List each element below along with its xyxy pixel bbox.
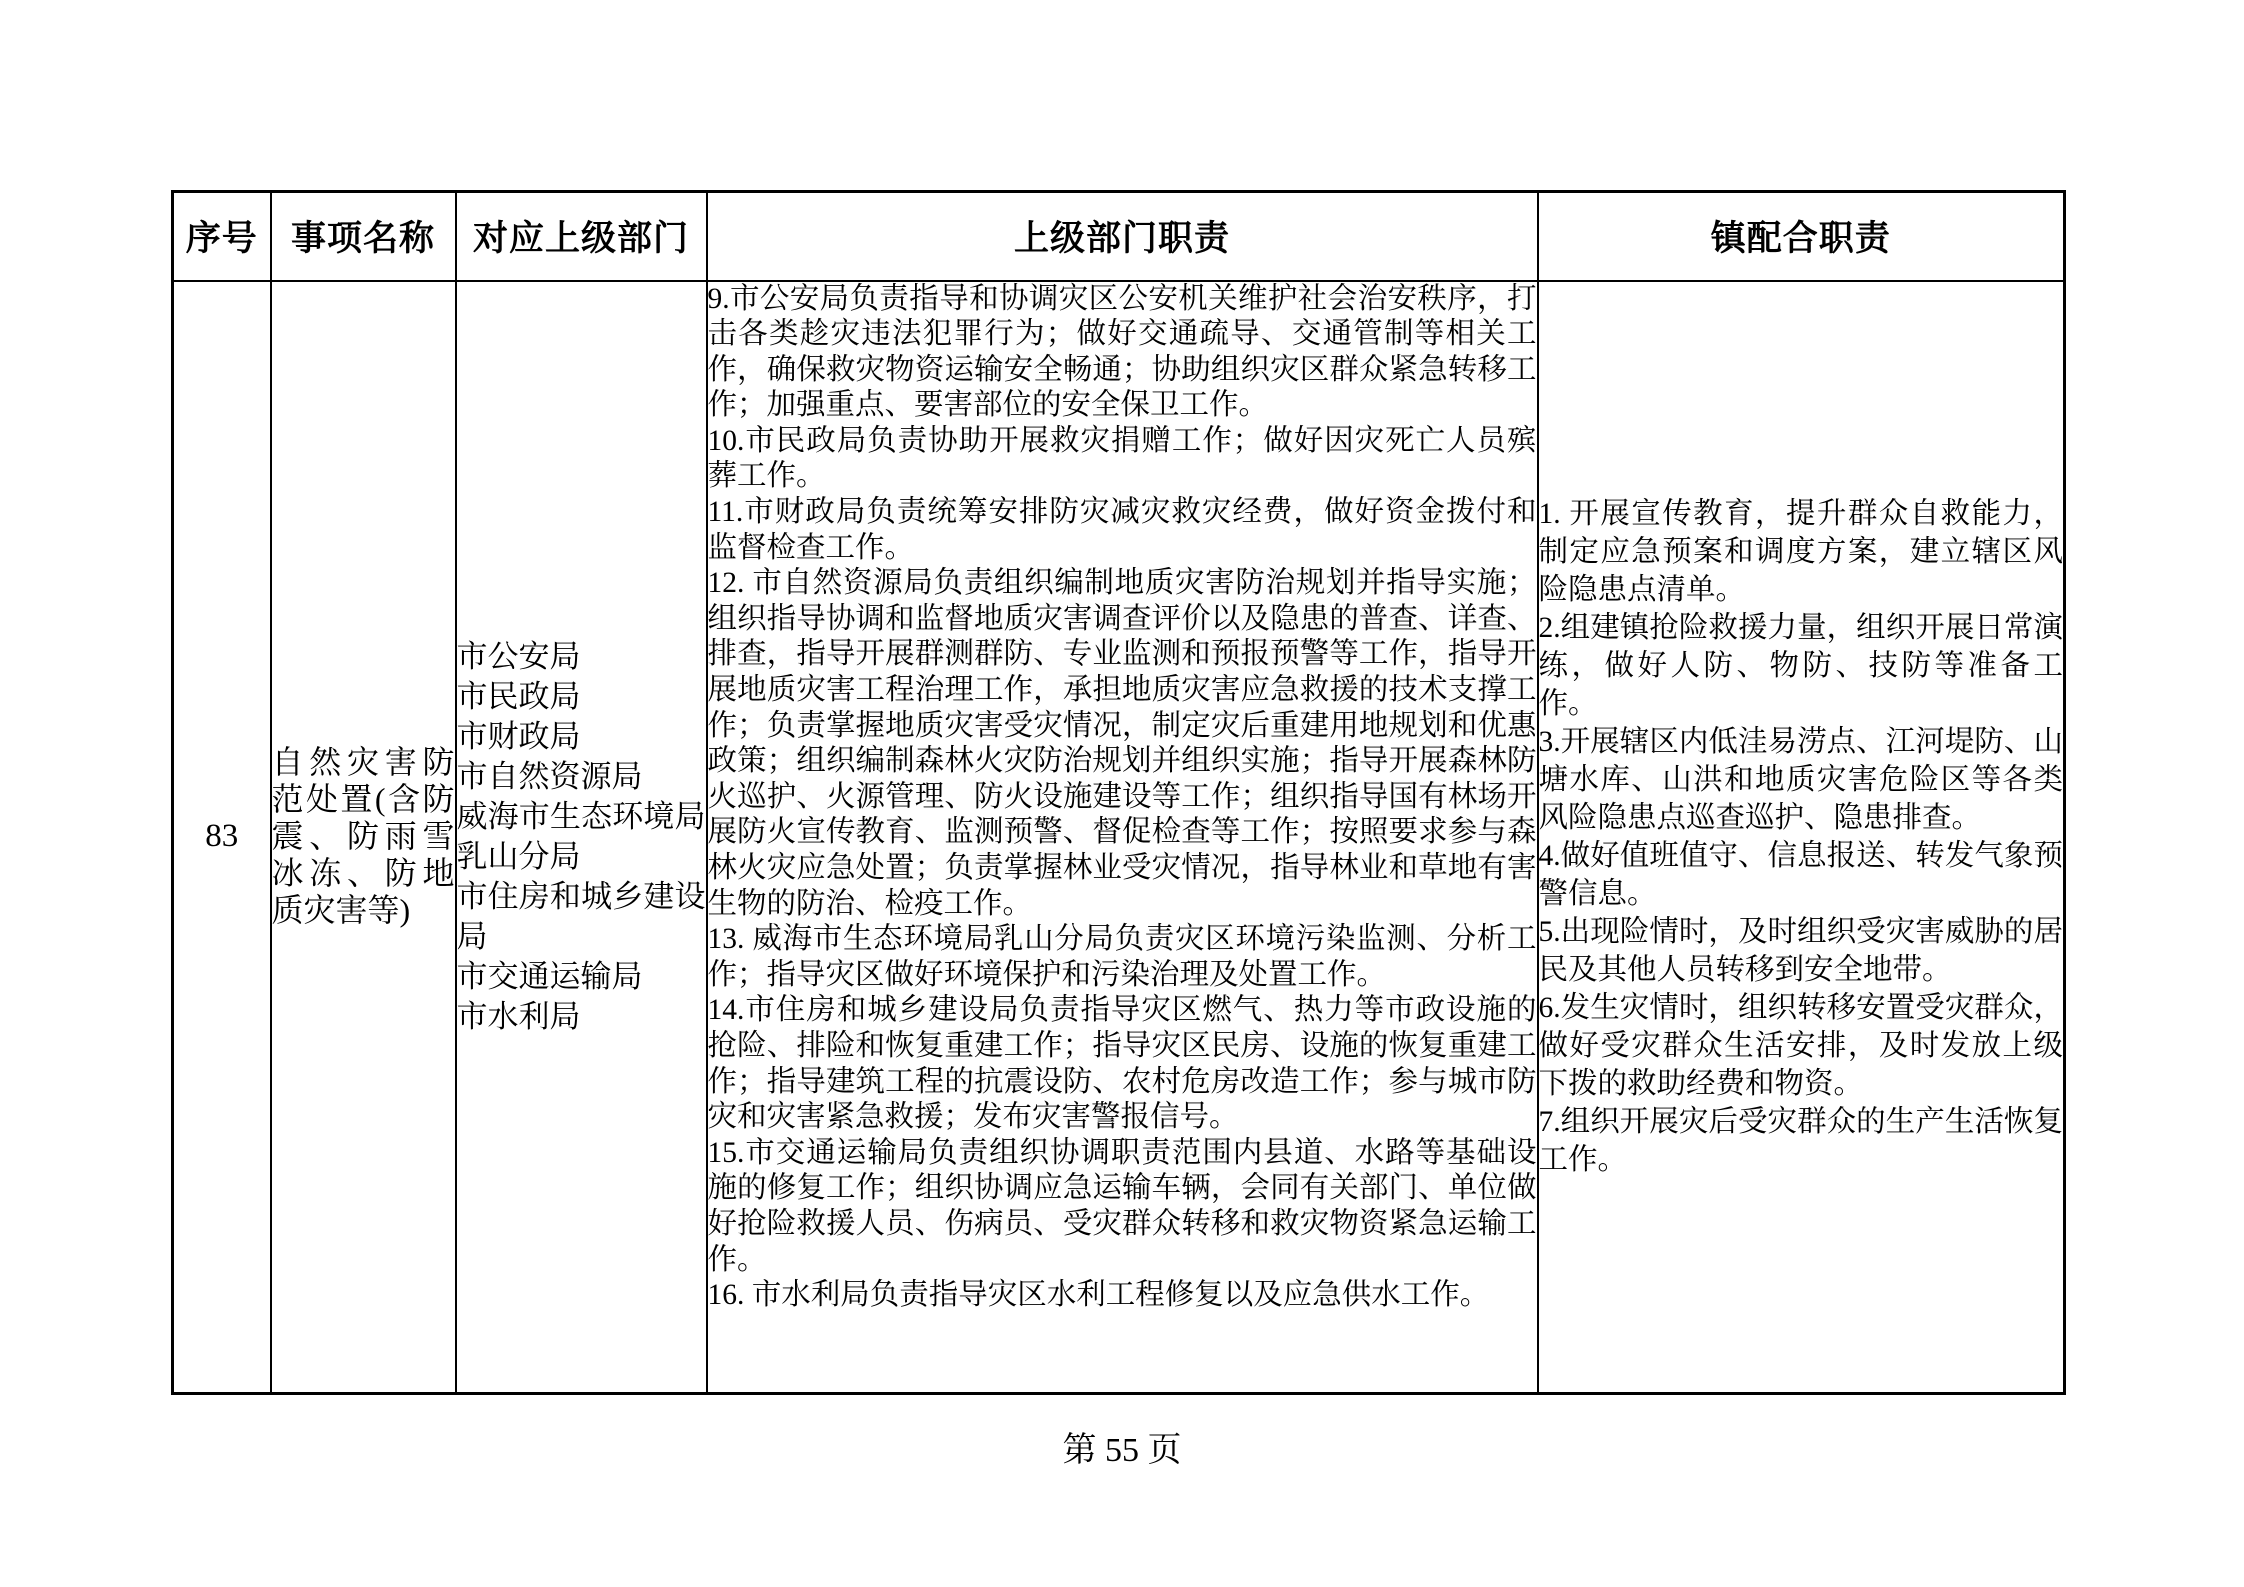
town-duty-paragraph: 3.开展辖区内低洼易涝点、江河堤防、山塘水库、山洪和地质灾害危险区等各类风险隐患点巡查巡护、隐患排查。: [1538, 725, 2063, 834]
table-header-row: [173, 192, 2065, 281]
department-item: 市住房和城乡建设局: [456, 878, 706, 954]
cell-seq: [173, 281, 271, 1394]
department-item: 市民政局: [456, 678, 581, 714]
page-number: 第 55 页: [1062, 1432, 1182, 1469]
table-row: [173, 281, 2065, 1394]
department-item: 市交通运输局: [456, 958, 643, 994]
superior-duty-paragraph: 13. 威海市生态环境局乳山分局负责灾区环境污染监测、分析工作；指导灾区做好环境保护和污染治理及处置工作。: [707, 923, 1537, 991]
superior-duty-paragraph: 11.市财政局负责统筹安排防灾减灾救灾经费，做好资金拨付和监督检查工作。: [707, 496, 1537, 564]
town-duty-paragraph: 5.出现险情时，及时组织受灾害威胁的居民及其他人员转移到安全地带。: [1538, 915, 2063, 986]
department-item: 市水利局: [456, 998, 581, 1034]
superior-duty-paragraph: 12. 市自然资源局负责组织编制地质灾害防治规划并指导实施；组织指导协调和监督地质灾害调查评价以及隐患的普查、详查、排查，指导开展群测群防、专业监测和预报预警等工作，指导开展地质灾害工程治理工作，承担地质灾害应急救援的技术支撑工作；负责掌握地质灾害受灾情况，制定灾后重建用地规划和优惠政策；组织编制森林火灾防治规划并组织实施；指导开展森林防火巡护、火源管理、防火设施建设等工作；组织指导国有林场开展防火宣传教育、监测预警、督促检查等工作；按照要求参与森林火灾应急处置；负责掌握林业受灾情况，指导林业和草地有害生物的防治、检疫工作。: [707, 567, 1537, 920]
col-header-item-name: 事项名称: [271, 192, 456, 281]
superior-duty-paragraph: 9.市公安局负责指导和协调灾区公安机关维护社会治安秩序，打击各类趁灾违法犯罪行为；做好交通疏导、交通管制等相关工作，确保救灾物资运输安全畅通；协助组织灾区群众紧急转移工作；加强重点、要害部位的安全保卫工作。: [707, 282, 1537, 422]
seq-number: 83: [205, 818, 239, 855]
superior-duty-paragraph: 15.市交通运输局负责组织协调职责范围内县道、水路等基础设施的修复工作；组织协调应急运输车辆，会同有关部门、单位做好抢险救援人员、伤病员、受灾群众转移和救灾物资紧急运输工作。: [707, 1136, 1537, 1276]
col-header-departments: 对应上级部门: [456, 192, 707, 281]
town-duty-paragraph: 2.组建镇抢险救援力量，组织开展日常演练，做好人防、物防、技防等准备工作。: [1538, 611, 2063, 720]
col-header-town-duties: 镇配合职责: [1538, 192, 2065, 281]
col-header-superior-duties: 上级部门职责: [707, 192, 1538, 281]
department-item: 市公安局: [456, 638, 581, 674]
cell-item-name: [271, 281, 456, 1394]
town-duty-paragraph: 4.做好值班值守、信息报送、转发气象预警信息。: [1538, 839, 2063, 910]
department-item: 市财政局: [456, 718, 581, 754]
superior-duty-paragraph: 16. 市水利局负责指导灾区水利工程修复以及应急供水工作。: [707, 1279, 1490, 1312]
superior-duty-paragraph: 14.市住房和城乡建设局负责指导灾区燃气、热力等市政设施的抢险、排险和恢复重建工作；指导灾区民房、设施的恢复重建工作；指导建筑工程的抗震设防、农村危房改造工作；参与城市防灾和灾害紧急救援；发布灾害警报信号。: [707, 994, 1537, 1134]
duties-table: [171, 190, 2066, 1395]
department-item: 市自然资源局: [456, 758, 643, 794]
col-header-seq: 序号: [173, 192, 271, 281]
item-name-text: 自然灾害防范处置(含防震、防雨雪冰冻、防地质灾害等): [271, 744, 455, 929]
cell-superior-duties: [707, 281, 1538, 1394]
cell-departments: [456, 281, 707, 1394]
town-duty-paragraph: 6.发生灾情时，组织转移安置受灾群众，做好受灾群众生活安排，及时发放上级下拨的救助经费和物资。: [1538, 991, 2063, 1100]
department-item: 威海市生态环境局乳山分局: [456, 798, 706, 874]
cell-town-duties: [1538, 281, 2065, 1394]
town-duty-paragraph: 7.组织开展灾后受灾群众的生产生活恢复工作。: [1538, 1105, 2063, 1176]
superior-duty-paragraph: 10.市民政局负责协助开展救灾捐赠工作；做好因灾死亡人员殡葬工作。: [707, 424, 1537, 493]
town-duty-paragraph: 1. 开展宣传教育，提升群众自救能力，制定应急预案和调度方案，建立辖区风险隐患点清单。: [1538, 497, 2063, 606]
